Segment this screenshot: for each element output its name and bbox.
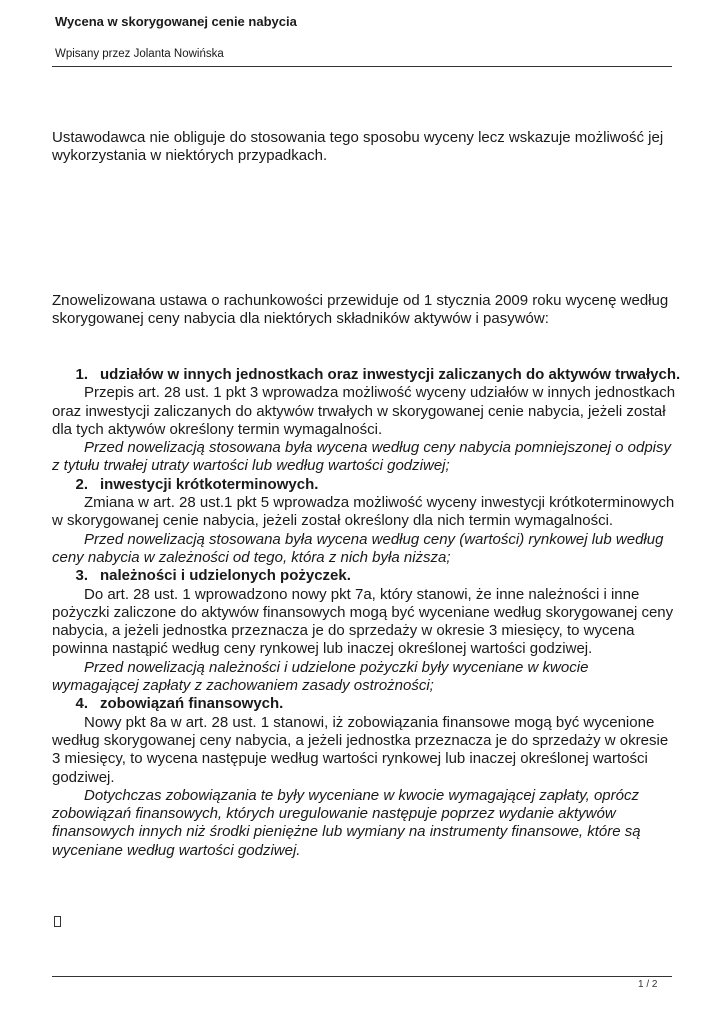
list-item-heading bbox=[52, 476, 677, 494]
list-item-note: Przed nowelizacją stosowana była wycena według ceny (wartości) rynkowej lub według ceny nabycia w zależności od tego, która z nich była niższa; bbox=[52, 530, 664, 566]
list-item-number: 3. bbox=[75, 567, 88, 585]
list-item-note: Przed nowelizacją stosowana była wycena według ceny nabycia pomniejszonej o odpisy z tytułu trwałej utraty wartości lub według wartości godziwej; bbox=[52, 439, 671, 475]
list-item bbox=[52, 567, 677, 695]
list-item-heading-text: inwestycji krótkoterminowych. bbox=[100, 475, 319, 493]
list-item-heading bbox=[52, 695, 677, 713]
list-item bbox=[52, 366, 681, 476]
author-line: Wpisany przez Jolanta Nowińska bbox=[55, 48, 224, 60]
footer-divider bbox=[52, 976, 672, 977]
list-item-heading bbox=[52, 366, 681, 384]
list-item-number: 4. bbox=[75, 695, 88, 713]
document-title: Wycena w skorygowanej cenie nabycia bbox=[55, 14, 297, 29]
missing-glyph-icon bbox=[54, 916, 61, 927]
list-item-number: 2. bbox=[75, 475, 88, 493]
list-item-heading-text: udziałów w innych jednostkach oraz inwestycji zaliczanych do aktywów trwałych. bbox=[100, 366, 681, 383]
list-item-text: Zmiana w art. 28 ust.1 pkt 5 wprowadza możliwość wyceny inwestycji krótkoterminowych w skorygowanej cenie nabycia, jeżeli został określony dla nich termin wymagalności. bbox=[52, 494, 675, 530]
list-item-number: 1. bbox=[75, 366, 88, 383]
list-item bbox=[52, 695, 677, 860]
list-item-heading-text: zobowiązań finansowych. bbox=[100, 695, 284, 713]
list-item-note: Dotychczas zobowiązania te były wyceniane w kwocie wymagającej zapłaty, oprócz zobowiązań finansowych, których uregulowanie następuje poprzez wydanie aktywów finansowych innych niż środki pieniężne lub wymiany na instrumenty finansowe, które są wyceniane według wartości godziwej. bbox=[52, 786, 641, 859]
asset-list bbox=[52, 366, 681, 860]
list-item-text: Nowy pkt 8a w art. 28 ust. 1 stanowi, iż zobowiązania finansowe mogą być wycenione według skorygowanej ceny nabycia, a jeżeli jednostka przeznacza je do sprzedaży w okresie 3 miesięcy, to wycena następuje według wartości rynkowej lub inaczej określonej wartości godziwej. bbox=[52, 713, 669, 786]
list-item-note: Przed nowelizacją należności i udzielone pożyczki były wyceniane w kwocie wymagającej zapłaty z zachowaniem zasady ostrożności; bbox=[52, 658, 589, 695]
list-item-text: Przepis art. 28 ust. 1 pkt 3 wprowadza możliwość wyceny udziałów w innych jednostkach oraz inwestycji zaliczanych do aktywów trwałych w skorygowanej cenie nabycia, jeżeli został dla tych aktywów określony termin wymagalności. bbox=[52, 384, 676, 438]
lead-paragraph: Znowelizowana ustawa o rachunkowości przewiduje od 1 stycznia 2009 roku wycenę według skorygowanej ceny nabycia dla niektórych składników aktywów i pasywów: bbox=[52, 292, 669, 328]
intro-paragraph: Ustawodawca nie obliguje do stosowania tego sposobu wyceny lecz wskazuje możliwość jej wykorzystania w niektórych przypadkach. bbox=[52, 129, 664, 165]
page-number: 1 / 2 bbox=[638, 979, 658, 990]
list-item-heading bbox=[52, 567, 677, 585]
header-divider bbox=[52, 66, 672, 67]
list-item-text: Do art. 28 ust. 1 wprowadzono nowy pkt 7a, który stanowi, że inne należności i inne pożyczki zaliczone do aktywów finansowych mogą być wyceniane według skorygowanej ceny nabycia, a jeżeli jednostka przeznacza je do sprzedaży w okresie 3 miesięcy, to wycena powinna nastąpić według ceny rynkowej lub inaczej określonej wartości godziwej. bbox=[52, 585, 674, 658]
list-item bbox=[52, 476, 677, 567]
list-item-heading-text: należności i udzielonych pożyczek. bbox=[100, 567, 351, 585]
